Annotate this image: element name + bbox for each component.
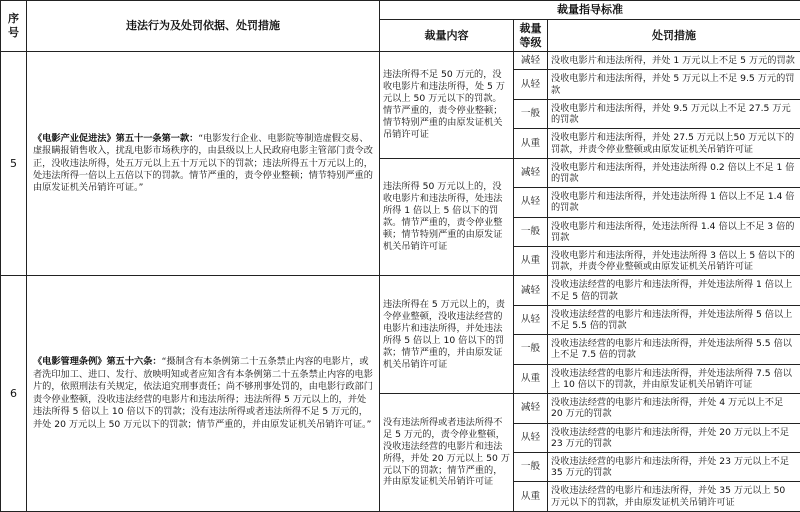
penalty-measure: 没收违法经营的电影片和违法所得，并处违法所得 5 倍以上不足 5.5 倍的罚款 [548,305,800,334]
discretion-level: 从重 [514,129,548,158]
discretion-level: 从轻 [514,188,548,217]
penalty-measure: 没收违法经营的电影片和违法所得，并处 23 万元以上不足 35 万元的罚款 [548,452,800,481]
penalty-measure: 没收电影片和违法所得，并处 5 万元以上不足 9.5 万元的罚款 [548,70,800,99]
discretion-level: 一般 [514,335,548,364]
discretion-level: 从轻 [514,423,548,452]
penalty-measure: 没收电影片和违法所得，并处 27.5 万元以上50 万元以下的罚款，并责令停业整顿或由原发证机关吊销许可证 [548,129,800,158]
discretion-content: 违法所得不足 50 万元的，没收电影片和违法所得，处 5 万元以上 50 万元以下的罚款。情节严重的，责令停业整顿；情节特别严重的由原发证机关吊销许可证 [380,52,514,158]
discretion-level: 减轻 [514,52,548,70]
header-content: 裁量内容 [380,19,514,52]
header-measure: 处罚措施 [548,19,800,52]
row-seq: 6 [1,276,27,512]
discretion-level: 一般 [514,99,548,128]
discretion-content: 违法所得在 5 万元以上的，责令停业整顿，没收违法经营的电影片和违法所得，并处违法所得 5 倍以上 10 倍以下的罚款；情节严重的，并由原发证机关吊销许可证 [380,276,514,394]
discretion-level: 从轻 [514,70,548,99]
row-seq: 5 [1,52,27,276]
penalty-measure: 没收电影片和违法所得，并处违法所得 1 倍以上不足 1.4 倍的罚款 [548,188,800,217]
header-basis: 违法行为及处罚依据、处罚措施 [27,1,380,52]
law-text: “摄制含有本条例第二十五条禁止内容的电影片，或者洗印加工、进口、发行、放映明知或者应知含有本条例第二十五条禁止内容的电影片的，依照刑法有关规定，依法追究刑事责任；尚不够刑事处罚的，由电影行政部门责令停业整顿，没收违法经营的电影片和违法所得；违法所得 5 万元以上的，并处违法所得 5 倍以上 10 倍以下的罚款；没有违法所得或者违法所得不足 5 万元的，并处 20 万元以上 50 万元以下的罚款；情节严重的，并由原发证机关吊销许可证。” [33,356,373,430]
penalty-measure: 没收违法经营的电影片和违法所得，并处违法所得 1 倍以上不足 5 倍的罚款 [548,276,800,305]
discretion-level: 一般 [514,452,548,481]
table-row [1,52,800,70]
law-citation: 《电影管理条例》第五十六条： [33,356,162,368]
law-citation: 《电影产业促进法》第五十一条第一款： [33,132,199,144]
penalty-measure: 没收电影片和违法所得，处违法所得 1.4 倍以上不足 3 倍的罚款 [548,217,800,246]
discretion-content: 没有违法所得或者违法所得不足 5 万元的，责令停业整顿，没收违法经营的电影片和违法所得，并处 20 万元以上 50 万元以下的罚款；情节严重的，并由原发证机关吊销许可证 [380,394,514,512]
discretion-level: 减轻 [514,394,548,423]
penalty-measure: 没收电影片和违法所得，并处 9.5 万元以上不足 27.5 万元的罚款 [548,99,800,128]
discretion-level: 从重 [514,364,548,393]
table-row [1,276,800,305]
header-level: 裁量等级 [514,19,548,52]
penalty-measure: 没收违法经营的电影片和违法所得，并处违法所得 5.5 倍以上不足 7.5 倍的罚款 [548,335,800,364]
penalty-measure: 没收电影片和违法所得，并处违法所得 0.2 倍以上不足 1 倍的罚款 [548,158,800,187]
penalty-measure: 没收违法经营的电影片和违法所得，并处违法所得 7.5 倍以上 10 倍以下的罚款，并由原发证机关吊销许可证 [548,364,800,393]
header-seq: 序号 [1,1,27,52]
penalty-measure: 没收违法经营的电影片和违法所得，并处 20 万元以上不足 23 万元的罚款 [548,423,800,452]
discretion-level: 减轻 [514,158,548,187]
penalty-measure: 没收电影片和违法所得，并处违法所得 3 倍以上 5 倍以下的罚款，并责令停业整顿或由原发证机关吊销许可证 [548,247,800,276]
law-text: “电影发行企业、电影院等制造虚假交易、虚报瞒报销售收入，扰乱电影市场秩序的，由县级以上人民政府电影主管部门责令改正，没收违法所得，处五万元以上五十万元以下的罚款；违法所得五十万元以上的，处违法所得一倍以上五倍以下的罚款。情节严重的，责令停业整顿；情节特别严重的由原发证机关吊销许可证。” [33,132,373,194]
penalty-measure: 没收违法经营的电影片和违法所得，并处 35 万元以上 50 万元以下的罚款，并由原发证机关吊销许可证 [548,482,800,512]
header-standard: 裁量指导标准 [380,1,800,20]
discretion-level: 一般 [514,217,548,246]
discretion-level: 从重 [514,482,548,512]
discretion-content: 违法所得 50 万元以上的，没收电影片和违法所得，处违法所得 1 倍以上 5 倍以下的罚款。情节严重的，责令停业整顿；情节特别严重的由原发证机关吊销许可证 [380,158,514,276]
penalty-measure: 没收电影片和违法所得，并处 1 万元以上不足 5 万元的罚款 [548,52,800,70]
row-basis [27,52,380,276]
discretion-level: 从轻 [514,305,548,334]
discretion-level: 从重 [514,247,548,276]
discretion-level: 减轻 [514,276,548,305]
row-basis [27,276,380,512]
penalty-measure: 没收违法经营的电影片和违法所得，并处 4 万元以上不足 20 万元的罚款 [548,394,800,423]
